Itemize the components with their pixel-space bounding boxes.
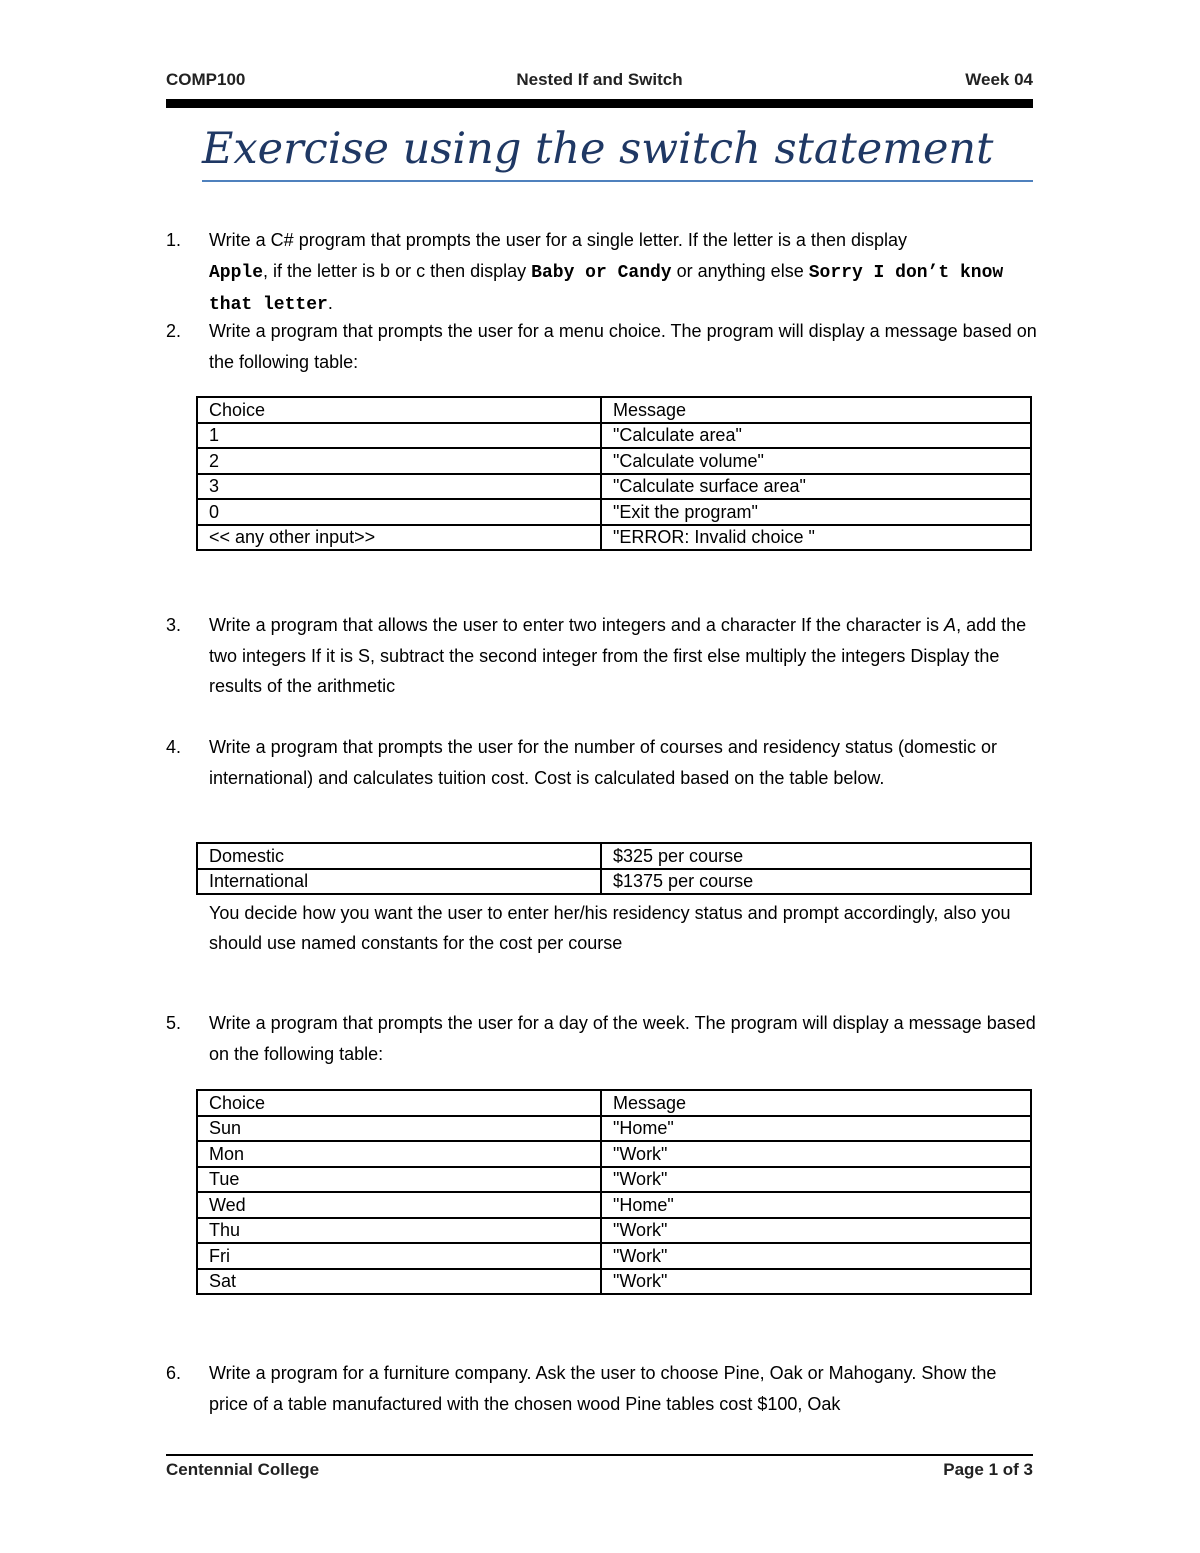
- table-cell: "Work": [601, 1218, 1031, 1244]
- document-topic: Nested If and Switch: [516, 70, 683, 89]
- header-rule: [166, 99, 1033, 108]
- table-cell: "Calculate surface area": [601, 474, 1031, 500]
- exercise-number: 2.: [166, 321, 182, 341]
- tuition-table: [196, 842, 1032, 895]
- table-row: [197, 423, 1031, 449]
- table-row: [197, 1167, 1031, 1193]
- table-row: [197, 869, 1031, 895]
- table-row: [197, 1141, 1031, 1167]
- table-row: [197, 1116, 1031, 1142]
- exercise-number: 4.: [166, 737, 182, 757]
- table-row: [197, 474, 1031, 500]
- exercise-number: 5.: [166, 1013, 182, 1033]
- footer-rule: [166, 1454, 1033, 1456]
- table-row: [197, 843, 1031, 869]
- table-header-cell: Message: [601, 397, 1031, 423]
- table-cell: Sat: [197, 1269, 601, 1295]
- table-cell: Thu: [197, 1218, 601, 1244]
- menu-choice-table: [196, 396, 1032, 551]
- table-cell: Sun: [197, 1116, 601, 1142]
- table-cell: "Work": [601, 1243, 1031, 1269]
- exercise-text: [209, 610, 1039, 702]
- table-row: [197, 525, 1031, 551]
- table-cell: "ERROR: Invalid choice ": [601, 525, 1031, 551]
- table-cell: 1: [197, 423, 601, 449]
- text-segment: .: [327, 293, 333, 313]
- table-row: [197, 499, 1031, 525]
- week-label: Week 04: [965, 70, 1033, 89]
- code-apple: Apple: [209, 262, 264, 283]
- exercise-text: [209, 225, 1039, 321]
- course-code: COMP100: [166, 70, 246, 89]
- day-of-week-table: [196, 1089, 1032, 1295]
- table-row: [197, 448, 1031, 474]
- table-cell: Fri: [197, 1243, 601, 1269]
- exercise-number: 3.: [166, 615, 182, 635]
- table-cell: Mon: [197, 1141, 601, 1167]
- exercise-text: Write a program that prompts the user for a menu choice. The program will display a message based on the following table:: [209, 321, 1037, 372]
- table-cell: "Calculate area": [601, 423, 1031, 449]
- exercise-text: Write a program that prompts the user for a day of the week. The program will display a message based on the following table:: [209, 1013, 1036, 1064]
- exercise-4-note: You decide how you want the user to enter her/his residency status and prompt accordingly, also you should use named constants for the cost per course: [209, 903, 1011, 953]
- exercise-text: Write a program for a furniture company. Ask the user to choose Pine, Oak or Mahogany. Show the price of a table manufactured with the chosen wood Pine tables cost $100, Oak: [209, 1363, 997, 1414]
- table-row: [197, 1192, 1031, 1218]
- table-cell: $1375 per course: [601, 869, 1031, 895]
- text-segment: , if the letter is b or c then display: [263, 260, 527, 281]
- table-cell: 3: [197, 474, 601, 500]
- text-segment: Write a program that allows the user to enter two integers and a character If the character is: [209, 615, 940, 635]
- table-cell: "Calculate volume": [601, 448, 1031, 474]
- table-row: [197, 1269, 1031, 1295]
- table-cell: "Work": [601, 1141, 1031, 1167]
- table-cell: "Work": [601, 1269, 1031, 1295]
- code-sorry: Sorry I don’t know that letter: [209, 262, 1004, 315]
- letter-a: A: [944, 615, 957, 635]
- table-cell: << any other input>>: [197, 525, 601, 551]
- exercise-number: 6.: [166, 1363, 182, 1383]
- table-cell: Tue: [197, 1167, 601, 1193]
- exercise-number: 1.: [166, 230, 182, 250]
- table-header-row: [197, 397, 1031, 423]
- code-baby-or-candy: Baby or Candy: [531, 262, 672, 283]
- text-segment: Write a C# program that prompts the user for a single letter. If the letter is a then display: [209, 230, 908, 250]
- table-header-cell: Message: [601, 1090, 1031, 1116]
- table-cell: Wed: [197, 1192, 601, 1218]
- page-header: [166, 70, 1033, 96]
- table-cell: "Exit the program": [601, 499, 1031, 525]
- page-title: Exercise using the switch statement: [202, 124, 1033, 182]
- table-row: [197, 1218, 1031, 1244]
- text-segment: , add the two integers If it is S, subtract the second integer from the first else multiply the integers Display the results of the arithmetic: [209, 615, 1027, 696]
- table-cell: Domestic: [197, 843, 601, 869]
- table-header-row: [197, 1090, 1031, 1116]
- table-cell: $325 per course: [601, 843, 1031, 869]
- table-cell: "Work": [601, 1167, 1031, 1193]
- table-header-cell: Choice: [197, 1090, 601, 1116]
- college-name: Centennial College: [166, 1460, 320, 1479]
- table-row: [197, 1243, 1031, 1269]
- table-cell: "Home": [601, 1192, 1031, 1218]
- table-header-cell: Choice: [197, 397, 601, 423]
- exercise-text: Write a program that prompts the user for the number of courses and residency status (domestic or international) and calculates tuition cost. Cost is calculated based on the table below.: [209, 737, 998, 788]
- table-cell: "Home": [601, 1116, 1031, 1142]
- table-cell: 0: [197, 499, 601, 525]
- text-segment: or anything else: [676, 260, 804, 281]
- table-cell: 2: [197, 448, 601, 474]
- table-cell: International: [197, 869, 601, 895]
- page-number: Page 1 of 3: [943, 1460, 1033, 1479]
